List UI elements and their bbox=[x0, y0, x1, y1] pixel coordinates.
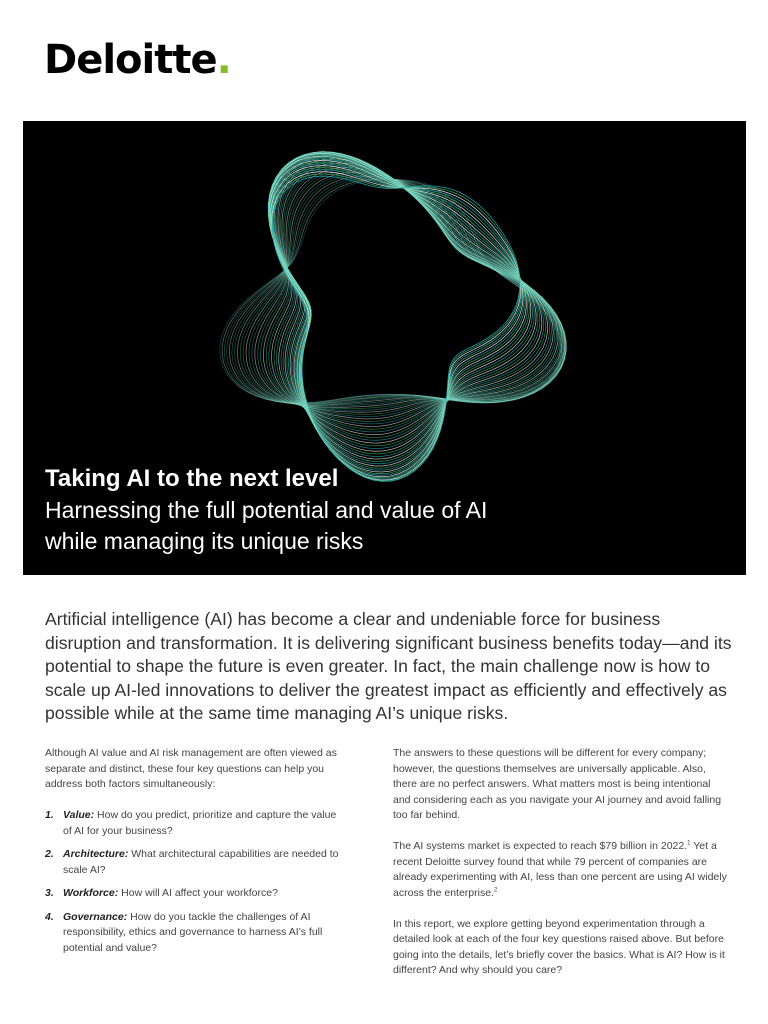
question-key: Architecture: bbox=[63, 848, 129, 860]
right-column bbox=[393, 746, 728, 994]
intro-paragraph: Artificial intelligence (AI) has become a clear and undeniable force for business disruption and transformation. It is delivering significant business benefits today—and its potential to shape the future is even greater. In fact, the main challenge now is how to scale up AI-led innovations to deliver the greatest impact as efficiently and effectively as possible while at the same time managing AI’s unique risks. bbox=[45, 609, 732, 724]
question-text: What architectural capabilities are needed to scale AI? bbox=[63, 848, 339, 876]
question-governance bbox=[45, 910, 345, 957]
footnote-ref-1[interactable]: 1 bbox=[687, 840, 691, 847]
hero-subtitle: Harnessing the full potential and value of AI while managing its unique risks bbox=[45, 497, 488, 554]
question-key: Workforce: bbox=[63, 887, 119, 899]
question-text: How will AI affect your workforce? bbox=[118, 887, 278, 899]
right-paragraph-2 bbox=[393, 839, 728, 901]
market-text: The AI systems market is expected to reach $79 billion in 2022. bbox=[393, 840, 688, 852]
right-paragraph-1: The answers to these questions will be different for every company; however, the questions themselves are universally applicable. Also, there are no perfect answers. What matters most is being intentional and considering each as you navigate your AI journey and avoid falling too far behind. bbox=[393, 747, 722, 821]
question-text: How do you tackle the challenges of AI responsibility, ethics and governance to harness AI’s full potential and value? bbox=[63, 910, 323, 954]
left-intro-paragraph: Although AI value and AI risk management are often viewed as separate and distinct, these four key questions can help you address both factors simultaneously: bbox=[45, 747, 337, 790]
left-column bbox=[45, 746, 345, 964]
question-key: Governance: bbox=[63, 910, 128, 923]
question-number: 2. bbox=[45, 848, 54, 860]
question-number: 3. bbox=[45, 887, 54, 899]
hero-title: Taking AI to the next level bbox=[45, 465, 339, 492]
ribbon-line bbox=[258, 162, 564, 415]
right-paragraph-3: In this report, we explore getting beyond experimentation through a detailed look at each of the four key questions raised above. But before going into the details, let’s briefly cover the basics. What is AI? How is it different? And why should you care? bbox=[393, 917, 725, 976]
question-architecture bbox=[45, 847, 345, 878]
question-text: How do you predict, prioritize and capture the value of AI for your business? bbox=[63, 809, 337, 837]
ribbon-line bbox=[266, 158, 561, 422]
key-questions-list bbox=[45, 808, 345, 956]
question-workforce bbox=[45, 886, 345, 902]
question-number: 1. bbox=[45, 809, 54, 821]
ribbon-line bbox=[263, 159, 562, 419]
hero-banner bbox=[23, 121, 746, 575]
logo-dot: . bbox=[216, 37, 231, 83]
footnote-ref-2[interactable]: 2 bbox=[493, 887, 498, 893]
question-value bbox=[45, 808, 345, 839]
survey-text: Yet a recent Deloitte survey found that while 79 percent of companies are already experimenting with AI, less than one percent are using AI widely across the enterprise. bbox=[393, 840, 727, 899]
question-key: Value: bbox=[63, 809, 95, 821]
logo-text: Deloitte bbox=[44, 37, 217, 83]
question-number: 4. bbox=[45, 910, 54, 923]
deloitte-logo bbox=[44, 37, 231, 83]
